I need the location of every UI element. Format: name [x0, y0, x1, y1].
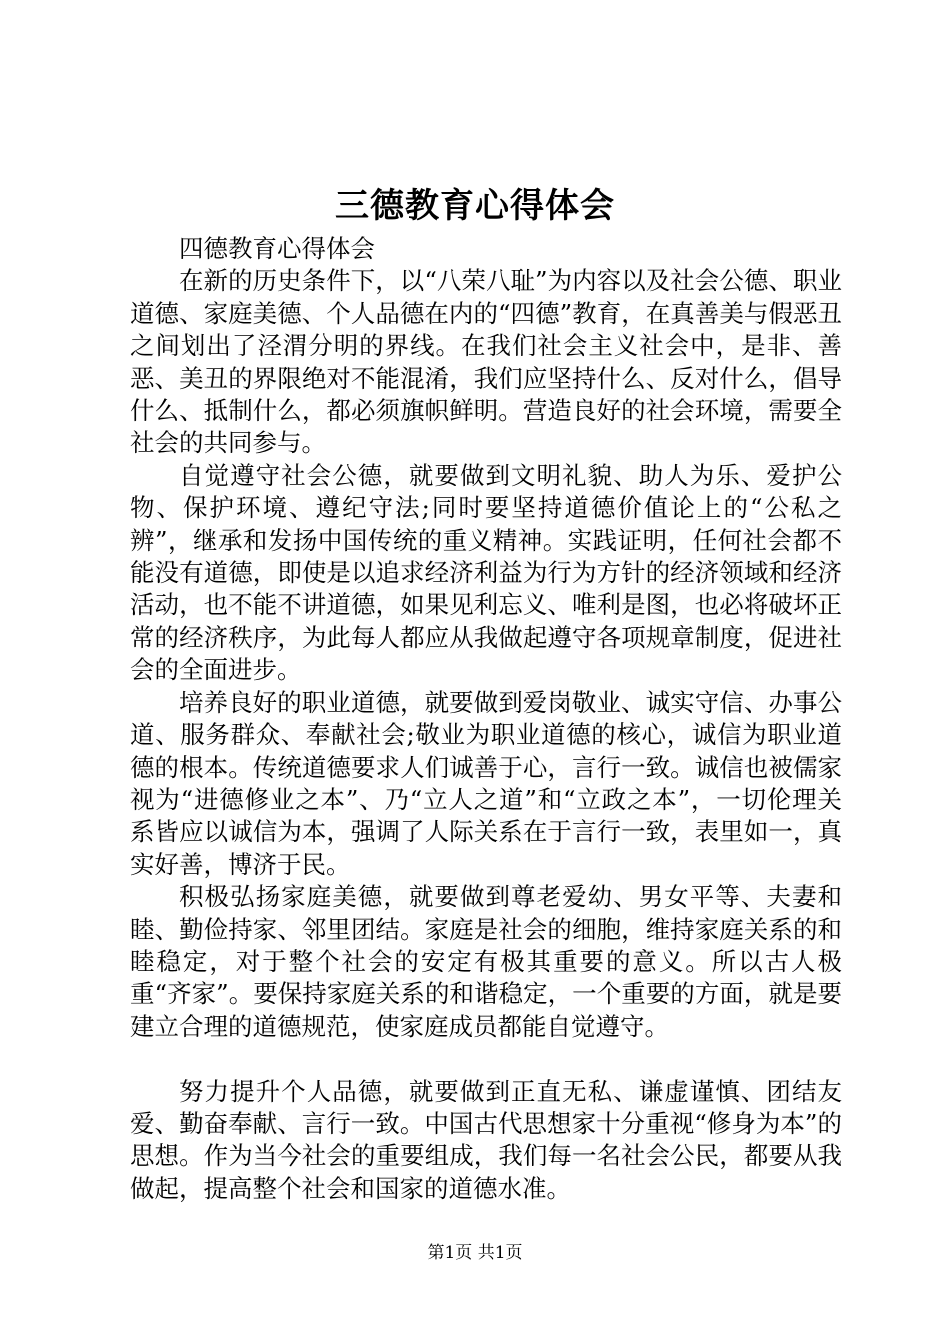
- paragraph-personal-character: 努力提升个人品德，就要做到正直无私、谦虚谨慎、团结友爱、勤奋奉献、言行一致。中国古代思想家十分重视“修身为本”的思想。作为当今社会的重要组成，我们每一名社会公民，都要从我做起，提高整个社会和国家的道德水准。: [130, 1076, 842, 1203]
- page-footer: 第1页 共1页: [427, 1243, 523, 1263]
- paragraph-professional-ethics: 培养良好的职业道德，就要做到爱岗敬业、诚实守信、办事公道、服务群众、奉献社会;敬业为职业道德的核心，诚信为职业道德的根本。传统道德要求人们诚善于心，言行一致。诚信也被儒家视为“进德修业之本”、乃“立人之道”和“立政之本”，一切伦理关系皆应以诚信为本，强调了人际关系在于言行一致，表里如一，真实好善，博济于民。: [130, 687, 842, 879]
- paragraph-spacer: [130, 1043, 842, 1075]
- document-title: 三德教育心得体会: [335, 186, 615, 226]
- document-body: [130, 233, 842, 1205]
- paragraph-family-virtue: 积极弘扬家庭美德，就要做到尊老爱幼、男女平等、夫妻和睦、勤俭持家、邻里团结。家庭是社会的细胞，维持家庭关系的和睦稳定，对于整个社会的安定有极其重要的意义。所以古人极重“齐家”。要保持家庭关系的和谐稳定，一个重要的方面，就是要建立合理的道德规范，使家庭成员都能自觉遵守。: [130, 882, 842, 1041]
- paragraph-intro: 在新的历史条件下，以“八荣八耻”为内容以及社会公德、职业道德、家庭美德、个人品德在内的“四德”教育，在真善美与假恶丑之间划出了泾渭分明的界线。在我们社会主义社会中，是非、善恶、美丑的界限绝对不能混淆，我们应坚持什么、反对什么，倡导什么、抵制什么，都必须旗帜鲜明。营造良好的社会环境，需要全社会的共同参与。: [130, 266, 842, 458]
- paragraph-social-morality: 自觉遵守社会公德，就要做到文明礼貌、助人为乐、爱护公物、保护环境、遵纪守法;同时要坚持道德价值论上的“公私之辨”，继承和发扬中国传统的重义精神。实践证明，任何社会都不能没有道德，即使是以追求经济利益为行为方针的经济领域和经济活动，也不能不讲道德，如果见利忘义、唯利是图，也必将破坏正常的经济秩序，为此每人都应从我做起遵守各项规章制度，促进社会的全面进步。: [130, 460, 842, 685]
- document-subtitle: 四德教育心得体会: [179, 234, 375, 263]
